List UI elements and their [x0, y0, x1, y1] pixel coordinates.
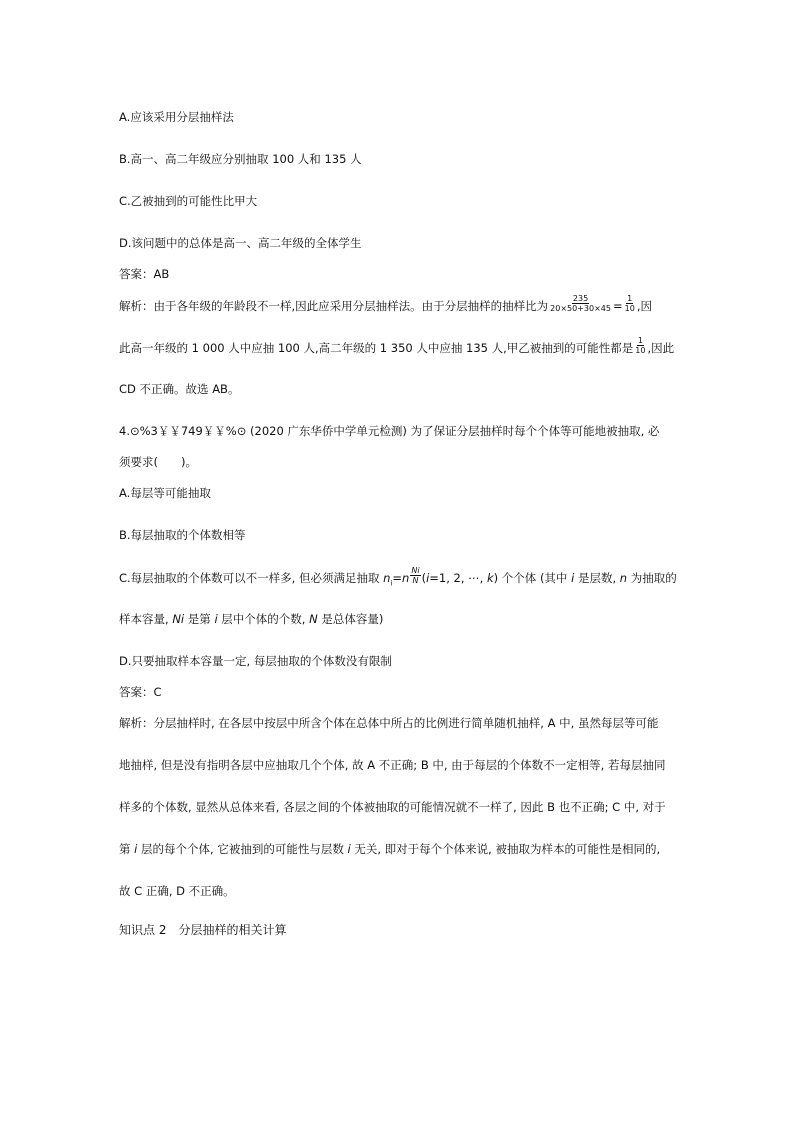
q4-option-b: B.每层抽取的个体数相等 — [119, 528, 246, 542]
q4-explanation-line2: 地抽样, 但是没有指明各层中应抽取几个个体, 故 A 不正确; B 中, 由于每层的个体数不一定相等, 若每层抽同 — [119, 758, 666, 772]
var-i: i — [134, 842, 138, 856]
fraction-denominator: N — [412, 576, 419, 585]
q3-option-a: A.应该采用分层抽样法 — [119, 110, 234, 124]
fraction-denominator: 10 — [624, 304, 635, 313]
q3-expl1-tail: ,因 — [636, 299, 652, 313]
q4-answer: 答案：C — [119, 685, 162, 699]
q4-optc2-text4: 是总体容量) — [317, 612, 384, 626]
var-k: k — [486, 571, 494, 585]
q3-expl1-text: 解析：由于各年级的年龄段不一样,因此应采用分层抽样法。由于分层抽样的抽样比为 — [119, 299, 549, 313]
subscript-i: i — [390, 579, 393, 588]
section-heading: 知识点 2 分层抽样的相关计算 — [119, 923, 287, 937]
equals-sign: = — [612, 299, 623, 313]
q3-option-c: C.乙被抽到的可能性比甲大 — [119, 194, 258, 208]
var-n: n — [383, 571, 391, 585]
q4-stem-line1: 4.⊙%3￥￥749￥￥%⊙ (2020 广东华侨中学单元检测) 为了保证分层抽样时每个个体等可能地被抽取, 必 — [119, 424, 660, 438]
q3-option-d: D.该问题中的总体是高一、高二年级的全体学生 — [119, 236, 362, 250]
q3-explanation-line1 — [119, 294, 694, 316]
fraction-numerator: 1 — [627, 294, 633, 303]
q4-explanation-line4 — [119, 841, 694, 857]
q4-explanation-line1: 解析：分层抽样时, 在各层中按层中所含个体在总体中所占的比例进行简单随机抽样, A 中, 虽然每层等可能 — [119, 716, 659, 730]
q3-expl2-text: 此高一年级的 1 000 人中应抽 100 人,高二年级的 1 350 人中应抽 135 人,甲乙被抽到的可能性都是 — [119, 341, 634, 355]
var-i: i — [347, 842, 351, 856]
var-i: i — [571, 571, 575, 585]
q4-option-c-line1 — [119, 566, 694, 591]
q3-explanation-line3: CD 不正确。故选 AB。 — [119, 382, 240, 396]
q4-optc-text2: ) 个个体 (其中 — [493, 571, 572, 585]
q4-stem-line2: 须要求( )。 — [119, 455, 197, 469]
q4-expl4-text2: 层的每个个体, 它被抽到的可能性与层数 — [137, 842, 348, 856]
q4-optc-text: C.每层抽取的个体数可以不一样多, 但必须满足抽取 — [119, 571, 384, 585]
q4-optc-text3: 是层数, — [574, 571, 620, 585]
q4-optc2-text3: 层中个体的个数, — [217, 612, 310, 626]
var-N: N — [309, 612, 318, 626]
q4-explanation-line5: 故 C 正确, D 不正确。 — [119, 884, 235, 898]
fraction-numerator: 235 — [572, 294, 589, 303]
q3-option-b: B.高一、高二年级应分别抽取 100 人和 135 人 — [119, 152, 362, 166]
q4-option-c-line2 — [119, 611, 694, 627]
q4-expl4-text3: 无关, 即对于每个个体来说, 被抽取为样本的可能性是相同的, — [350, 842, 661, 856]
q3-answer: 答案：AB — [119, 267, 170, 281]
paren-open: ( — [421, 571, 427, 585]
q3-explanation-line2 — [119, 336, 694, 358]
ratio-result-fraction — [624, 294, 636, 313]
fraction-denominator: 20×50+30×45 — [550, 304, 611, 313]
equals-sign: = — [392, 571, 403, 585]
fraction-numerator: 1 — [637, 336, 643, 345]
q4-option-a: A.每层等可能抽取 — [119, 486, 211, 500]
var-i: i — [426, 571, 430, 585]
q4-option-d: D.只要抽取样本容量一定, 每层抽取的个体数没有限制 — [119, 654, 392, 668]
index-range: =1, 2, ⋯, — [429, 571, 487, 585]
var-n: n — [402, 571, 410, 585]
var-i: i — [214, 612, 218, 626]
q4-explanation-line3: 样多的个体数, 显然从总体来看, 各层之间的个体被抽取的可能情况就不一样了, 因此 B 也不正确; C 中, 对于 — [119, 800, 666, 814]
q4-expl4-text: 第 — [119, 842, 135, 856]
var-n: n — [619, 571, 628, 585]
q4-optc-text4: 为抽取的 — [627, 571, 677, 585]
q3-expl2-tail: ,因此 — [647, 341, 675, 355]
probability-fraction — [634, 336, 646, 355]
fraction-numerator: Ni — [411, 566, 420, 575]
sampling-ratio-fraction — [549, 294, 612, 313]
q4-optc2-text: 样本容量, — [119, 612, 173, 626]
q4-optc2-text2: 是第 — [184, 612, 215, 626]
stratum-ratio-fraction — [410, 566, 420, 585]
var-Ni: Ni — [172, 612, 185, 626]
fraction-denominator: 10 — [635, 346, 646, 355]
